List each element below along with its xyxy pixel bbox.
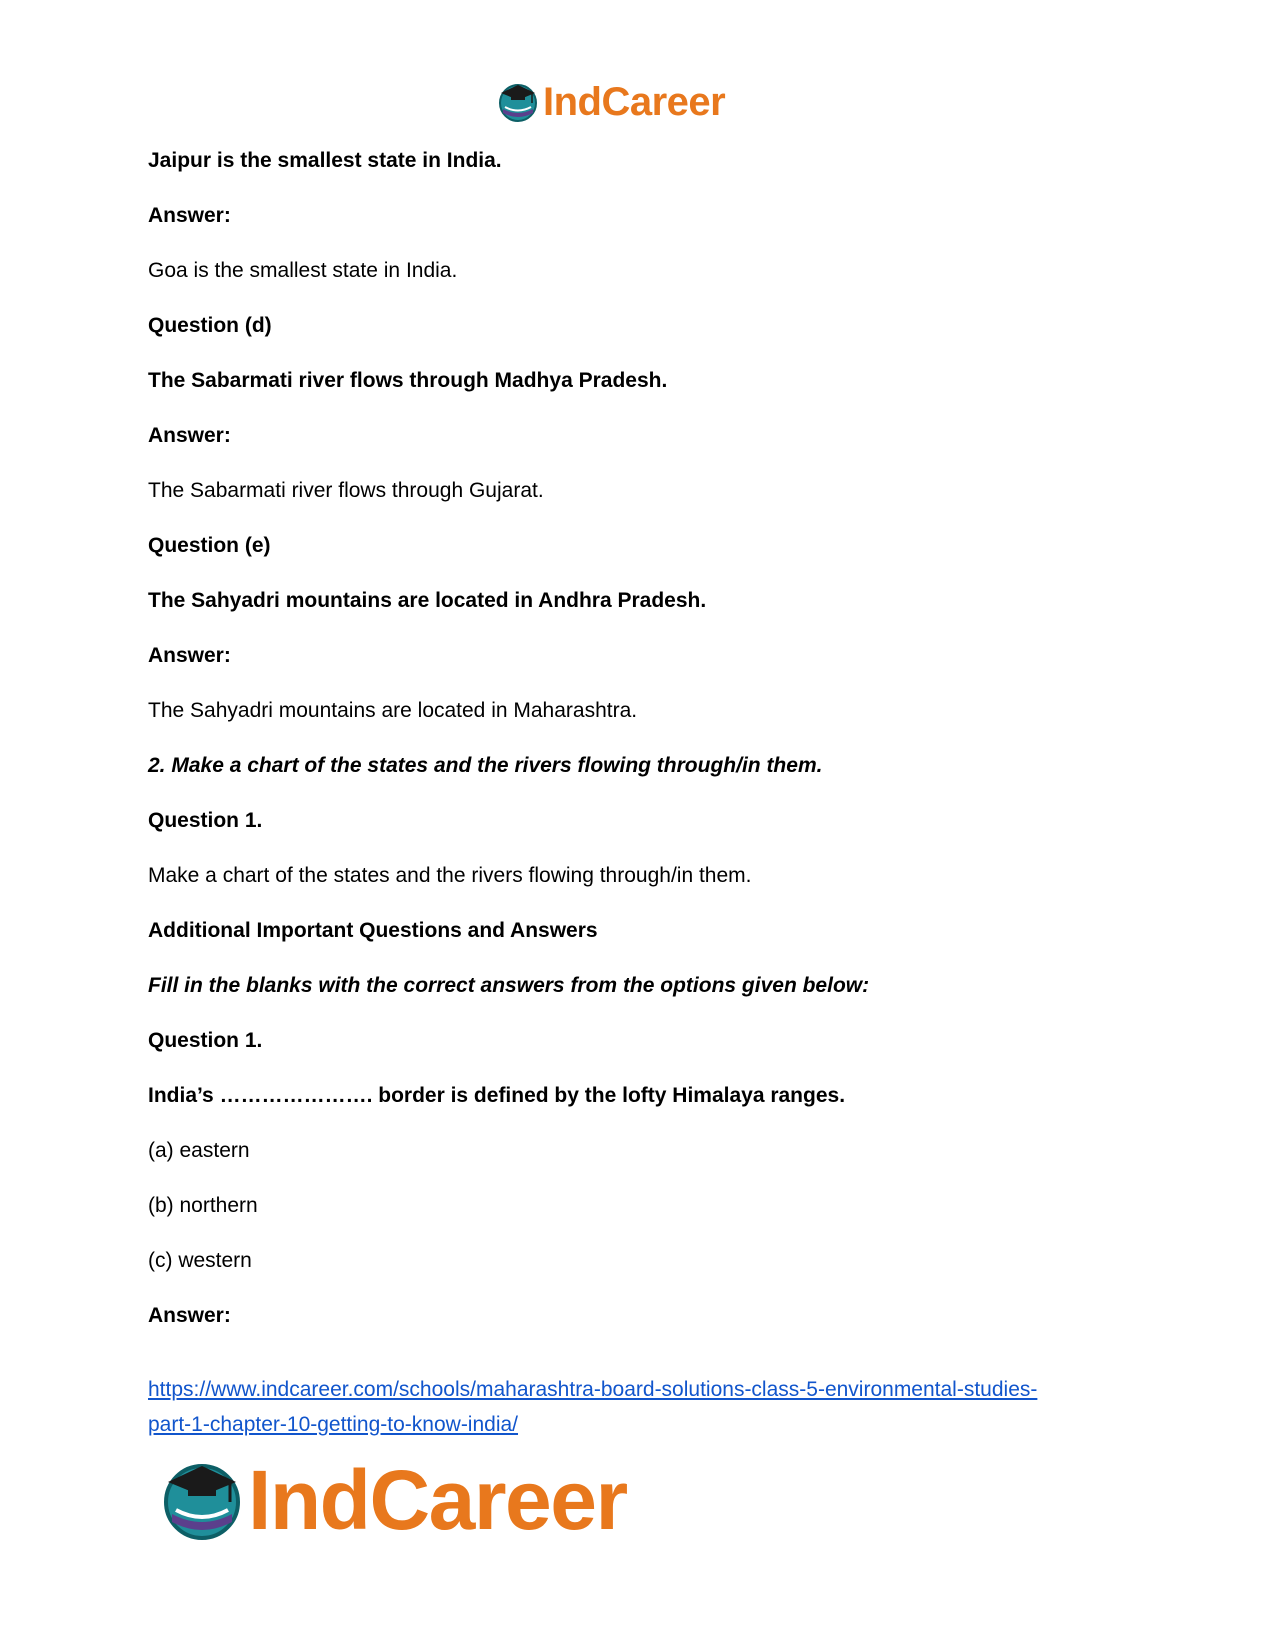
text-line: Question (d) — [148, 314, 272, 337]
text-line: Make a chart of the states and the rivers flowing through/in them. — [148, 864, 752, 887]
text-line: India’s …………………. border is defined by the lofty Himalaya ranges. — [148, 1084, 846, 1107]
footer-logo — [160, 1455, 627, 1545]
text-line: Fill in the blanks with the correct answers from the options given below: — [148, 974, 870, 997]
source-link-block — [148, 1372, 1128, 1442]
text-line: Answer: — [148, 424, 231, 447]
text-line: Answer: — [148, 1304, 231, 1327]
text-line: (a) eastern — [148, 1139, 250, 1162]
text-line: Question 1. — [148, 1029, 263, 1052]
document-body — [148, 146, 1128, 1356]
text-line: (c) western — [148, 1249, 252, 1272]
footer-logo-text: IndCareer — [248, 1453, 627, 1547]
text-line: 2. Make a chart of the states and the rivers flowing through/in them. — [148, 754, 823, 777]
source-link-line-2[interactable]: part-1-chapter-10-getting-to-know-india/ — [148, 1413, 519, 1436]
text-line: Answer: — [148, 204, 231, 227]
text-line: Question (e) — [148, 534, 271, 557]
text-line: The Sabarmati river flows through Gujarat. — [148, 479, 544, 502]
text-line: The Sahyadri mountains are located in Andhra Pradesh. — [148, 589, 707, 612]
text-line: Question 1. — [148, 809, 263, 832]
header-logo-text: IndCareer — [543, 80, 726, 124]
header-logo — [497, 78, 725, 126]
graduation-cap-globe-icon — [160, 1458, 244, 1542]
text-line: Goa is the smallest state in India. — [148, 259, 458, 282]
text-line: Answer: — [148, 644, 231, 667]
source-link-line-1[interactable]: https://www.indcareer.com/schools/maharashtra-board-solutions-class-5-environmental-studies- — [148, 1378, 1038, 1401]
text-line: Additional Important Questions and Answers — [148, 919, 598, 942]
text-line: The Sahyadri mountains are located in Maharashtra. — [148, 699, 638, 722]
text-line: (b) northern — [148, 1194, 258, 1217]
text-line: Jaipur is the smallest state in India. — [148, 149, 502, 172]
graduation-cap-globe-icon — [497, 81, 539, 123]
text-line: The Sabarmati river flows through Madhya Pradesh. — [148, 369, 668, 392]
